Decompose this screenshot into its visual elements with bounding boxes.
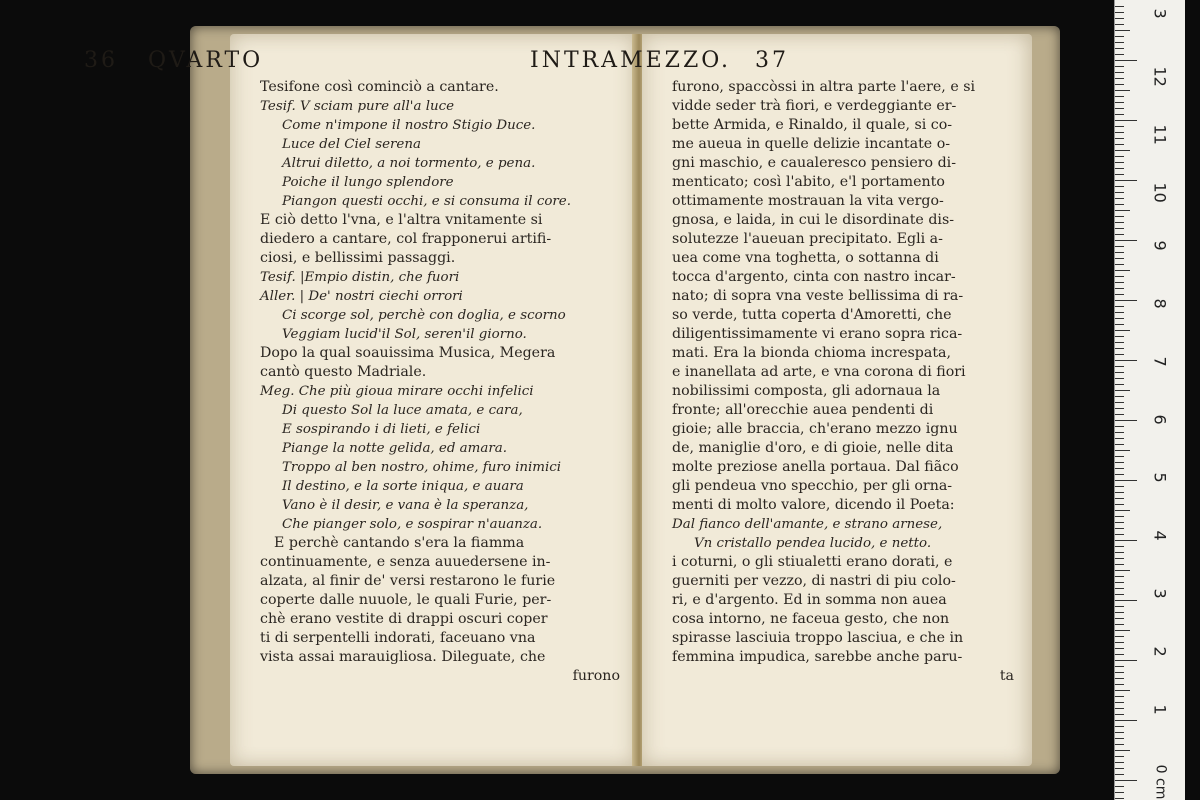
text-line: Come n'impone il nostro Stigio Duce. (282, 118, 536, 133)
text-line: furono, spaccòssi in altra parte l'aere, e si (672, 79, 976, 95)
text-line: cantò questo Madriale. (260, 364, 427, 380)
text-line: Piangon questi occhi, e si consuma il core. (282, 194, 571, 209)
ruler-tick (1115, 150, 1130, 151)
ruler-tick (1115, 288, 1124, 289)
text-line: Vn cristallo pendea lucido, e netto. (694, 536, 932, 551)
ruler-tick (1115, 156, 1124, 157)
text-line: E perchè cantando s'era la fiamma (274, 535, 525, 551)
ruler-tick (1115, 450, 1130, 451)
ruler-unit-label: 0 cm (1152, 764, 1169, 800)
ruler-tick (1115, 684, 1124, 685)
ruler-tick (1115, 390, 1130, 391)
text-line: Tesif. V sciam pure all'a luce (260, 99, 455, 114)
ruler-tick (1115, 636, 1124, 637)
ruler-tick (1115, 264, 1124, 265)
ruler-tick (1115, 72, 1124, 73)
ruler-tick (1115, 354, 1124, 355)
text-line: alzata, al finir de' versi restarono le furie (260, 573, 556, 589)
ruler-tick (1115, 90, 1130, 91)
ruler-tick (1115, 504, 1124, 505)
ruler-tick (1115, 204, 1124, 205)
ruler-tick (1115, 582, 1124, 583)
ruler-tick (1115, 552, 1124, 553)
ruler-tick (1115, 738, 1124, 739)
ruler-tick (1115, 564, 1124, 565)
text-line: menti di molto valore, dicendo il Poeta: (672, 497, 955, 513)
ruler-tick (1115, 42, 1124, 43)
open-book (190, 20, 1060, 780)
ruler-tick (1115, 480, 1137, 481)
ruler-tick (1115, 714, 1124, 715)
ruler-tick (1115, 12, 1124, 13)
ruler-number: 12 (1150, 66, 1170, 87)
text-line: Piange la notte gelida, ed amara. (282, 441, 507, 456)
ruler-tick (1115, 432, 1124, 433)
right-page (642, 34, 1032, 766)
ruler-tick (1115, 516, 1124, 517)
text-line: diligentissimamente vi erano sopra rica- (672, 326, 963, 342)
ruler-tick (1115, 780, 1137, 781)
text-line: cosa intorno, ne faceua gesto, che non (672, 611, 950, 627)
ruler-tick (1115, 198, 1124, 199)
ruler-tick (1115, 18, 1124, 19)
ruler-tick (1115, 456, 1124, 457)
ruler-tick (1115, 234, 1124, 235)
text-line: i coturni, o gli stiualetti erano dorati, e (672, 554, 953, 570)
ruler-tick (1115, 372, 1124, 373)
ruler-tick (1115, 642, 1124, 643)
text-line: Tesif. |Empio distin, che fuori (260, 270, 460, 285)
ruler-tick (1115, 696, 1124, 697)
left-page-title: QVARTO (148, 48, 264, 73)
ruler-tick (1115, 420, 1137, 421)
ruler-tick (1115, 54, 1124, 55)
ruler-tick (1115, 750, 1130, 751)
ruler-tick (1115, 294, 1124, 295)
ruler-tick (1115, 132, 1124, 133)
ruler-tick (1115, 222, 1124, 223)
text-line: nobilissimi composta, gli adornaua la (672, 383, 941, 399)
ruler-tick (1115, 30, 1130, 31)
text-line: gli pendeua vno specchio, per gli orna- (672, 478, 953, 494)
ruler-tick (1115, 678, 1124, 679)
ruler-tick (1115, 252, 1124, 253)
ruler-tick (1115, 462, 1124, 463)
left-page (230, 34, 638, 766)
left-page-header (84, 48, 263, 73)
ruler-tick (1115, 426, 1124, 427)
text-line: Dal fianco dell'amante, e strano arnese, (672, 517, 943, 532)
ruler-tick (1115, 312, 1124, 313)
ruler-number: 3 (1150, 588, 1170, 599)
ruler-tick (1115, 270, 1130, 271)
ruler-tick (1115, 330, 1130, 331)
ruler-number: 5 (1150, 472, 1170, 483)
ruler-tick (1115, 630, 1130, 631)
ruler-tick (1115, 648, 1124, 649)
ruler-tick (1115, 324, 1124, 325)
right-page-text (672, 78, 1014, 736)
ruler-tick (1115, 336, 1124, 337)
ruler-tick (1115, 228, 1124, 229)
ruler-tick (1115, 486, 1124, 487)
ruler-tick (1115, 318, 1124, 319)
ruler-number: 6 (1150, 414, 1170, 425)
text-line: Vano è il desir, e vana è la speranza, (282, 498, 529, 513)
ruler-tick (1115, 408, 1124, 409)
text-line: tocca d'argento, cinta con nastro incar- (672, 269, 956, 285)
ruler-tick (1115, 534, 1124, 535)
ruler-number: 3 (1150, 8, 1170, 19)
text-line: vista assai marauigliosa. Dileguate, che (260, 649, 546, 665)
ruler-number: 4 (1150, 530, 1170, 541)
ruler-tick (1115, 306, 1124, 307)
text-line: me aueua in quelle delizie incantate o- (672, 136, 951, 152)
ruler-tick (1115, 606, 1124, 607)
ruler-tick (1115, 276, 1124, 277)
text-line: Il destino, e la sorte iniqua, e auara (282, 479, 524, 494)
text-line: Tesifone così cominciò a cantare. (260, 79, 499, 95)
ruler-tick (1115, 192, 1124, 193)
ruler-tick (1115, 66, 1124, 67)
ruler-tick (1115, 576, 1124, 577)
ruler-tick (1115, 522, 1124, 523)
ruler-number: 1 (1150, 704, 1170, 715)
ruler-tick (1115, 360, 1137, 361)
text-line: fronte; all'orecchie auea pendenti di (672, 402, 934, 418)
ruler-tick (1115, 48, 1124, 49)
text-line: ri, e d'argento. Ed in somma non auea (672, 592, 947, 608)
ruler-tick (1115, 558, 1124, 559)
ruler-tick (1115, 6, 1124, 7)
ruler-tick (1115, 702, 1124, 703)
ruler-tick (1115, 120, 1137, 121)
ruler-number: 8 (1150, 298, 1170, 309)
text-line: ta (999, 668, 1014, 684)
text-line: Altrui diletto, a noi tormento, e pena. (282, 156, 536, 171)
text-line: vidde seder trà fiori, e verdeggiante er- (672, 98, 957, 114)
ruler-tick (1115, 396, 1124, 397)
text-line: gioie; alle braccia, ch'erano mezzo ignu (672, 421, 958, 437)
text-line: Troppo al ben nostro, ohime, furo inimici (282, 460, 562, 475)
ruler-tick (1115, 492, 1124, 493)
ruler-tick (1115, 174, 1124, 175)
text-line: Luce del Ciel serena (282, 137, 421, 152)
right-page-header (530, 48, 789, 73)
ruler-tick (1115, 168, 1124, 169)
ruler-tick (1115, 126, 1124, 127)
text-line: gni maschio, e caualeresco pensiero di- (672, 155, 957, 171)
ruler-tick (1115, 732, 1124, 733)
ruler-tick (1115, 666, 1124, 667)
ruler-tick (1115, 756, 1124, 757)
ruler-tick (1115, 60, 1137, 61)
ruler-tick (1115, 108, 1124, 109)
ruler-tick (1115, 708, 1124, 709)
ruler-number: 2 (1150, 646, 1170, 657)
text-line: coperte dalle nuuole, le quali Furie, per- (260, 592, 552, 608)
ruler-tick (1115, 528, 1124, 529)
right-page-title: INTRAMEZZO. (530, 48, 731, 73)
text-line: E sospirando i di lieti, e felici (282, 422, 481, 437)
text-line: spirasse lasciuia troppo lasciua, e che in (672, 630, 964, 646)
text-line: Ci scorge sol, perchè con doglia, e scorno (282, 308, 566, 323)
ruler-tick (1115, 282, 1124, 283)
text-line: femmina impudica, sarebbe anche paru- (672, 649, 963, 665)
ruler-tick (1115, 618, 1124, 619)
ruler-tick (1115, 690, 1130, 691)
ruler-number: 9 (1150, 240, 1170, 251)
text-line: ti di serpentelli indorati, faceuano vna (260, 630, 536, 646)
ruler-tick (1115, 468, 1124, 469)
ruler-number: 7 (1150, 356, 1170, 367)
ruler-tick (1115, 378, 1124, 379)
ruler-tick (1115, 510, 1130, 511)
ruler-tick (1115, 78, 1124, 79)
ruler-tick (1115, 654, 1124, 655)
text-line: guerniti per vezzo, di nastri di piu colo- (672, 573, 956, 589)
ruler-tick (1115, 366, 1124, 367)
ruler-tick (1115, 774, 1124, 775)
ruler-tick (1115, 726, 1124, 727)
text-line: nato; di sopra vna veste bellissima di ra- (672, 288, 964, 304)
text-line: diedero a cantare, col frapponerui artifi- (260, 231, 552, 247)
ruler-tick (1115, 138, 1124, 139)
ruler-tick (1115, 588, 1124, 589)
text-line: ciosi, e bellissimi passaggi. (260, 250, 456, 266)
ruler-tick (1115, 612, 1124, 613)
text-line: Di questo Sol la luce amata, e cara, (282, 403, 523, 418)
text-line: e inanellata ad arte, e vna corona di fiori (672, 364, 966, 380)
left-page-text (260, 78, 620, 736)
text-line: chè erano vestite di drappi oscuri coper (260, 611, 548, 627)
ruler-tick (1115, 342, 1124, 343)
ruler-tick (1115, 402, 1124, 403)
ruler-tick (1115, 762, 1124, 763)
text-line: furono (572, 668, 620, 684)
ruler-tick (1115, 768, 1124, 769)
ruler-tick (1115, 786, 1124, 787)
ruler-tick (1115, 210, 1130, 211)
text-line: Dopo la qual soauissima Musica, Megera (260, 345, 556, 361)
ruler-tick (1115, 594, 1124, 595)
text-line: Poiche il lungo splendore (282, 175, 454, 190)
ruler-tick (1115, 240, 1137, 241)
text-line: Aller. | De' nostri ciechi orrori (260, 289, 463, 304)
ruler-tick (1115, 624, 1124, 625)
ruler-tick (1115, 444, 1124, 445)
ruler-tick (1115, 246, 1124, 247)
ruler-tick (1115, 258, 1124, 259)
text-line: mati. Era la bionda chioma increspata, (672, 345, 952, 361)
right-page-number: 37 (754, 48, 789, 73)
ruler-tick (1115, 216, 1124, 217)
ruler-number: 10 (1150, 182, 1170, 203)
measuring-ruler (1114, 0, 1185, 800)
ruler-tick (1115, 720, 1137, 721)
ruler-tick (1115, 300, 1137, 301)
text-line: ottimamente mostrauan la vita vergo- (672, 193, 944, 209)
text-line: E ciò detto l'vna, e l'altra vnitamente si (260, 212, 543, 228)
text-line: uea come vna toghetta, o sottanna di (672, 250, 939, 266)
text-line: gnosa, e laida, in cui le disordinate dis- (672, 212, 955, 228)
ruler-tick (1115, 546, 1124, 547)
ruler-tick (1115, 384, 1124, 385)
ruler-tick (1115, 438, 1124, 439)
ruler-tick (1115, 792, 1124, 793)
text-line: de, maniglie d'oro, e di gioie, nelle dita (672, 440, 954, 456)
left-page-number: 36 (84, 48, 118, 73)
text-line: Meg. Che più gioua mirare occhi infelici (260, 384, 534, 399)
ruler-tick (1115, 186, 1124, 187)
ruler-tick (1115, 498, 1124, 499)
ruler-tick (1115, 672, 1124, 673)
ruler-tick (1115, 162, 1124, 163)
ruler-tick (1115, 744, 1124, 745)
ruler-tick (1115, 102, 1124, 103)
ruler-tick (1115, 114, 1124, 115)
ruler-tick (1115, 96, 1124, 97)
ruler-tick (1115, 540, 1137, 541)
ruler-tick (1115, 84, 1124, 85)
ruler-tick (1115, 180, 1137, 181)
text-line: so verde, tutta coperta d'Amoretti, che (672, 307, 952, 323)
ruler-number: 11 (1150, 124, 1170, 145)
text-line: molte preziose anella portaua. Dal fiãco (672, 459, 959, 475)
text-line: Veggiam lucid'il Sol, seren'il giorno. (282, 327, 527, 342)
ruler-tick (1115, 24, 1124, 25)
ruler-tick (1115, 348, 1124, 349)
text-line: menticato; così l'abito, e'l portamento (672, 174, 945, 190)
ruler-tick (1115, 660, 1137, 661)
text-line: continuamente, e senza auuedersene in- (260, 554, 551, 570)
ruler-tick (1115, 798, 1124, 799)
ruler-tick (1115, 570, 1130, 571)
ruler-tick (1115, 474, 1124, 475)
text-line: bette Armida, e Rinaldo, il quale, si co- (672, 117, 953, 133)
text-line: Che pianger solo, e sospirar n'auanza. (282, 517, 543, 532)
text-line: solutezze l'aueuan precipitato. Egli a- (672, 231, 943, 247)
ruler-tick (1115, 144, 1124, 145)
ruler-tick (1115, 600, 1137, 601)
ruler-tick (1115, 414, 1124, 415)
ruler-tick (1115, 36, 1124, 37)
